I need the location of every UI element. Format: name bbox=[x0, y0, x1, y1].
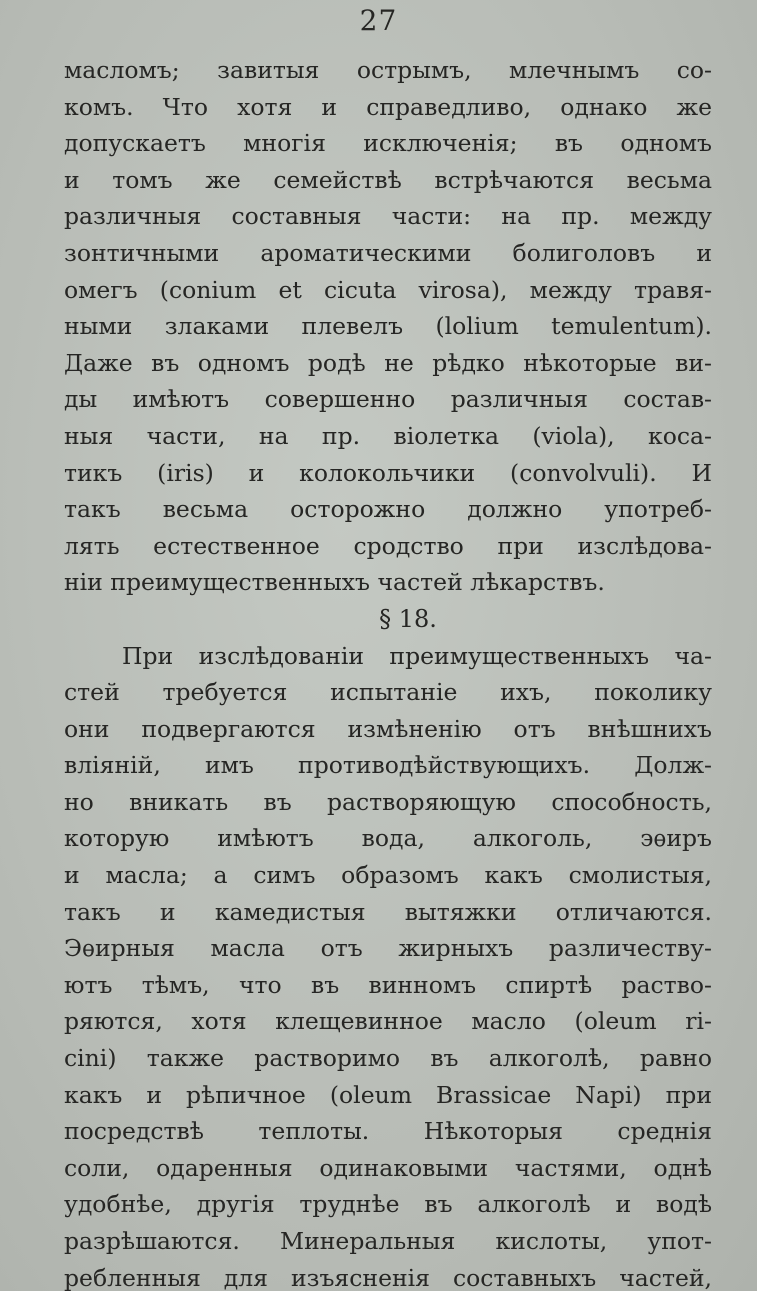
text-block bbox=[64, 52, 712, 1291]
text-line: вліяній, имъ противодѣйствующихъ. Долж- bbox=[64, 751, 712, 780]
text-line: соли, одаренныя одинаковыми частями, однѣ bbox=[64, 1153, 712, 1182]
text-line: такъ весьма осторожно должно употреб- bbox=[64, 495, 712, 524]
text-line: тикъ (iris) и колокольчики (convolvuli). И bbox=[64, 458, 712, 487]
text-line: масломъ; завитыя острымъ, млечнымъ со- bbox=[64, 56, 712, 84]
text-line: При изслѣдованіи преимущественныхъ ча- bbox=[122, 641, 712, 670]
text-line: ребленныя для изъясненія составныхъ частей, bbox=[64, 1263, 712, 1291]
text-line: ніи преимущественныхъ частей лѣкарствъ. bbox=[64, 568, 605, 597]
text-line: ды имѣютъ совершенно различныя состав- bbox=[64, 385, 712, 414]
text-line: которую имѣютъ вода, алкоголь, эѳиръ bbox=[64, 824, 712, 853]
text-line: комъ. Что хотя и справедливо, однако же bbox=[64, 92, 712, 121]
text-line: и томъ же семействѣ встрѣчаются весьма bbox=[64, 165, 712, 194]
text-line: Эѳирныя масла отъ жирныхъ различеству- bbox=[64, 934, 712, 963]
text-line: ютъ тѣмъ, что въ винномъ спиртѣ раство- bbox=[64, 970, 712, 999]
text-line: но вникать въ растворяющую способность, bbox=[64, 787, 712, 816]
text-line: какъ и рѣпичное (oleum Brassicae Napi) при bbox=[64, 1080, 712, 1109]
text-line: допускаетъ многія исключенія; въ одномъ bbox=[64, 129, 712, 158]
text-line: стей требуется испытаніе ихъ, поколику bbox=[64, 678, 712, 707]
text-line: Даже въ одномъ родѣ не рѣдко нѣкоторые ви- bbox=[64, 348, 712, 377]
text-line: cini) также растворимо въ алкоголѣ, равно bbox=[64, 1044, 712, 1073]
text-line: и масла; а симъ образомъ какъ смолистыя, bbox=[64, 861, 712, 890]
text-line: разрѣшаются. Минеральныя кислоты, упот- bbox=[64, 1227, 712, 1255]
text-line: такъ и камедистыя вытяжки отличаются. bbox=[64, 897, 712, 926]
text-line: они подвергаются измѣненію отъ внѣшнихъ bbox=[64, 714, 712, 743]
text-line: удобнѣе, другія труднѣе въ алкоголѣ и водѣ bbox=[64, 1190, 712, 1219]
text-line: ряются, хотя клещевинное масло (oleum ri- bbox=[64, 1007, 712, 1036]
text-line: омегъ (conium et cicuta virosa), между травя- bbox=[64, 275, 712, 304]
text-line: ными злаками плевелъ (lolium temulentum). bbox=[64, 312, 712, 341]
section-heading: § 18. bbox=[379, 604, 437, 633]
page-number: 27 bbox=[359, 4, 398, 37]
text-line: лять естественное сродство при изслѣдова- bbox=[64, 531, 712, 560]
text-line: различныя составныя части: на пр. между bbox=[64, 202, 712, 231]
text-line: зонтичными ароматическими болиголовъ и bbox=[64, 238, 712, 267]
text-line: посредствѣ теплоты. Нѣкоторыя среднія bbox=[64, 1117, 712, 1146]
text-line: ныя части, на пр. віолетка (viola), коса- bbox=[64, 421, 712, 450]
